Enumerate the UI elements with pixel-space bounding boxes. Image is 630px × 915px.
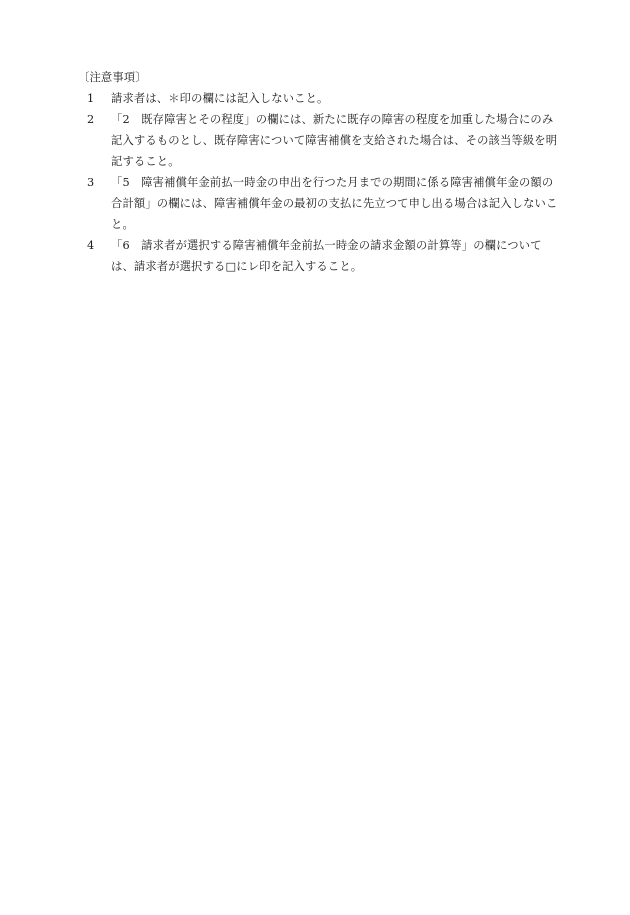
note-number: 1 (87, 92, 95, 105)
note-number: 2 (87, 113, 95, 126)
note-text: 「2 既存障害とその程度」の欄には、新たに既存の障害の程度を加重した場合にのみ記入するものとし、既存障害について障害補償を支給された場合は、その該当等級を明記すること。 (111, 113, 558, 168)
note-item-1 (78, 88, 558, 109)
note-number: 3 (87, 176, 95, 189)
note-text: 「6 請求者が選択する障害補償年金前払一時金の請求金額の計算等」の欄については、請求者が選択する□にレ印を記入すること。 (111, 239, 542, 273)
note-item-4 (78, 235, 558, 277)
note-text: 「5 障害補償年金前払一時金の申出を行つた月までの期間に係る障害補償年金の額の合計額」の欄には、障害補償年金の最初の支払に先立つて申し出る場合は記入しないこと。 (111, 176, 558, 231)
note-item-2 (78, 109, 558, 172)
note-item-3 (78, 172, 558, 235)
notes-section (78, 67, 558, 277)
note-text: 請求者は、＊印の欄には記入しないこと。 (111, 92, 329, 105)
note-number: 4 (87, 239, 95, 252)
notes-heading: 〔注意事項〕 (78, 71, 147, 84)
